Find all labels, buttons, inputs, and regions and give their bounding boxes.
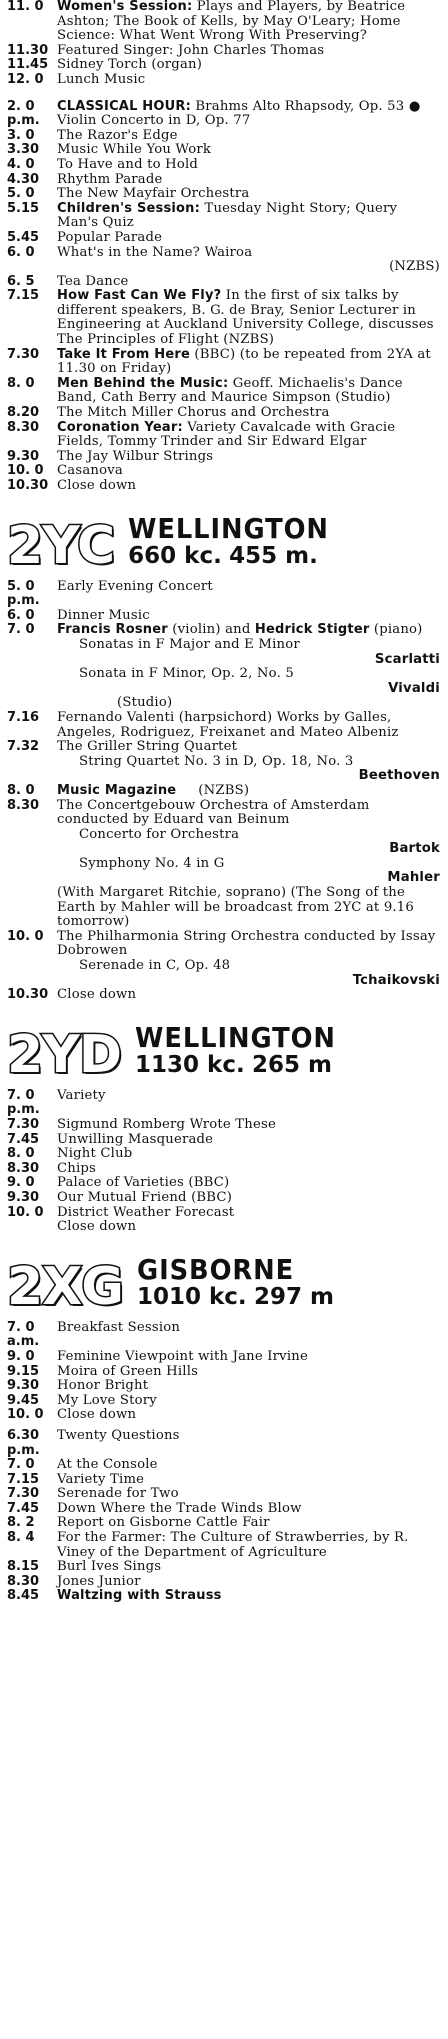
program-time: 8.30	[7, 797, 40, 813]
program-title: Waltzing with Strauss	[57, 1588, 222, 1604]
program-time: 7.30	[7, 1486, 40, 1502]
program-title: Music Magazine	[57, 782, 177, 798]
program-entry	[7, 246, 440, 275]
program-time: 7. 0	[7, 1457, 35, 1473]
program-time: 8.15	[7, 1559, 40, 1575]
program-time: 4.30	[7, 171, 40, 187]
program-entry	[7, 1350, 440, 1365]
program-text: Close down	[57, 987, 137, 1003]
section-2yc	[7, 580, 440, 1003]
program-title: Children's Session:	[57, 200, 201, 216]
program-text: Casanova	[57, 463, 123, 479]
program-text: At the Console	[57, 1457, 158, 1473]
program-entry	[7, 58, 440, 73]
program-time: 5. 0	[7, 186, 35, 202]
program-time: 7. 0 a.m.	[7, 1319, 40, 1350]
program-entry	[7, 1365, 440, 1380]
section-afternoon	[7, 100, 440, 494]
program-time: 10. 0	[7, 463, 44, 479]
program-time: 9.30	[7, 1378, 40, 1394]
program-time: 8. 0	[7, 375, 35, 391]
program-time: 6. 5	[7, 273, 35, 289]
program-time: 7.30	[7, 346, 40, 362]
program-time: 7.30	[7, 1117, 40, 1132]
program-time: 7.32	[7, 739, 40, 755]
station-header-2yc	[7, 506, 440, 576]
program-entry	[7, 1162, 440, 1177]
program-time: 10. 0	[7, 1204, 44, 1220]
program-text: Feminine Viewpoint with Jane Irvine	[57, 1348, 308, 1364]
program-text: The Razor's Edge	[57, 127, 178, 143]
program-time: 8.45	[7, 1588, 40, 1604]
program-text: Fernando Valenti (harpsichord) Works by Galles, Angeles, Rodriguez, Freixanet and Mateo Albeniz	[57, 709, 399, 740]
program-text: Sigmund Romberg Wrote These	[57, 1117, 276, 1132]
station-wavelength: 455 m.	[229, 542, 318, 569]
program-time: 7. 0	[7, 622, 35, 638]
program-source: (NZBS)	[389, 259, 440, 275]
program-text: Serenade for Two	[57, 1486, 179, 1502]
program-text: The Jay Wilbur Strings	[57, 448, 214, 464]
program-text: To Have and to Hold	[57, 156, 199, 172]
program-time: 10.30	[7, 987, 49, 1003]
program-time: 9.15	[7, 1363, 40, 1379]
program-work: Symphony No. 4 in G	[79, 855, 225, 871]
program-text: Sidney Torch (organ)	[57, 57, 203, 73]
station-frequency: 660 kc.	[128, 542, 222, 569]
program-entry	[7, 1394, 440, 1409]
program-text: Geoff. Michaelis's Dance Band, Cath Berry and Maurice Simpson (Studio)	[57, 375, 403, 406]
program-entry	[7, 1560, 440, 1575]
station-callsign: 2YD	[7, 1024, 121, 1085]
station-callsign: 2XG	[7, 1256, 123, 1317]
program-entry	[7, 1118, 440, 1133]
program-entry	[7, 1458, 440, 1473]
program-text-2: (piano)	[373, 622, 423, 638]
program-entry	[7, 580, 440, 609]
program-entry	[7, 1379, 440, 1394]
program-entry	[7, 421, 440, 450]
station-header-2yd	[7, 1015, 440, 1085]
program-text: Moira of Green Hills	[57, 1363, 199, 1379]
program-text: Rhythm Parade	[57, 171, 163, 187]
program-time: 5.15	[7, 200, 40, 216]
program-text: Variety Cavalcade with Gracie Fields, Tommy Trinder and Sir Edward Elgar	[57, 419, 396, 450]
program-composer: Scarlatti	[374, 651, 440, 667]
program-time: 8.30	[7, 1573, 40, 1589]
program-entry	[7, 73, 440, 88]
program-text: The Griller String Quartet	[57, 739, 238, 755]
program-work: String Quartet No. 3 in D, Op. 18, No. 3	[79, 753, 354, 769]
program-entry	[7, 711, 440, 740]
program-entry	[7, 784, 440, 799]
program-time: 10.30	[7, 478, 49, 493]
program-time: 7.15	[7, 1471, 40, 1487]
program-title: Coronation Year:	[57, 419, 183, 435]
program-text: The Concertgebouw Orchestra of Amsterdam conducted by Eduard van Beinum	[57, 797, 370, 828]
program-entry	[7, 129, 440, 144]
program-entry	[7, 1321, 440, 1350]
program-entry	[7, 479, 440, 494]
program-entry	[7, 740, 440, 784]
program-text: My Love Story	[57, 1392, 157, 1408]
program-entry	[7, 1429, 440, 1458]
program-entry	[7, 799, 440, 930]
program-time: 6.30 p.m.	[7, 1427, 40, 1458]
station-frequency: 1130 kc.	[135, 1051, 245, 1078]
program-title: Women's Session:	[57, 0, 193, 14]
station-city: WELLINGTON	[135, 1020, 336, 1054]
program-time: 8.20	[7, 405, 40, 421]
program-entry	[7, 1531, 440, 1560]
program-note: (Studio)	[117, 695, 173, 711]
program-work: Sonata in F Minor, Op. 2, No. 5	[79, 666, 294, 682]
program-text: Close down	[57, 478, 137, 493]
program-entry	[7, 1133, 440, 1148]
program-entry	[7, 275, 440, 290]
program-text: Variety	[57, 1087, 106, 1103]
program-entry	[7, 1589, 440, 1604]
program-title-2: Hedrick Stigter	[254, 622, 370, 638]
program-text: Breakfast Session	[57, 1319, 181, 1335]
program-text: For the Farmer: The Culture of Strawberries, by R. Viney of the Department of Agriculture	[57, 1530, 409, 1560]
program-entry	[7, 988, 440, 1003]
program-entry	[7, 1191, 440, 1206]
program-text: The Mitch Miller Chorus and Orchestra	[57, 405, 330, 421]
program-work: Serenade in C, Op. 48	[79, 958, 231, 974]
program-time: 4. 0	[7, 156, 35, 172]
program-text: The Philharmonia String Orchestra conducted by Issay Dobrowen	[57, 928, 436, 959]
program-composer: Tchaikovski	[352, 972, 440, 988]
program-entry	[7, 100, 440, 129]
program-time: 8.30	[7, 1160, 40, 1176]
program-text: Unwilling Masquerade	[57, 1131, 214, 1147]
station-frequency: 1010 kc.	[136, 1283, 247, 1310]
program-time: 8. 2	[7, 1515, 35, 1531]
program-entry	[7, 1206, 440, 1235]
program-time: 9. 0	[7, 1348, 35, 1364]
program-entry	[7, 1176, 440, 1191]
program-composer: Vivaldi	[388, 680, 440, 696]
program-entry	[7, 0, 440, 44]
program-text: Plays and Players, by Beatrice Ashton; The Book of Kells, by May O'Leary; Home Science: What Went Wrong With Preserving?	[57, 0, 406, 44]
program-time: 12. 0	[7, 71, 44, 87]
program-time: 3. 0	[7, 127, 35, 143]
program-entry	[7, 450, 440, 465]
program-text: Music While You Work	[57, 142, 212, 158]
program-text: Brahms Alto Rhapsody, Op. 53 ● Violin Concerto in D, Op. 77	[57, 98, 421, 129]
program-work: Concerto for Orchestra	[79, 826, 240, 842]
program-text: Tuesday Night Story; Query Man's Quiz	[57, 200, 398, 231]
program-text: Honor Bright	[57, 1378, 149, 1394]
station-city: WELLINGTON	[128, 511, 330, 545]
program-text: Jones Junior	[57, 1573, 141, 1589]
program-text: Close down	[57, 1407, 137, 1423]
program-time: 3.30	[7, 142, 40, 158]
program-entry	[7, 377, 440, 406]
station-wavelength: 265 m	[252, 1051, 332, 1078]
program-text: Palace of Varieties (BBC)	[57, 1175, 230, 1191]
program-entry	[7, 187, 440, 202]
program-entry	[7, 1147, 440, 1162]
program-time: 7.16	[7, 709, 40, 725]
section-2yd	[7, 1089, 440, 1235]
program-time: 11. 0	[7, 0, 44, 14]
program-text: Burl Ives Sings	[57, 1559, 162, 1575]
program-time: 7.45	[7, 1500, 40, 1516]
station-city: GISBORNE	[136, 1252, 295, 1286]
program-note: (With Margaret Ritchie, soprano) (The Song of the Earth by Mahler will be broadcast from 2YC at 9.16 tomorrow)	[57, 885, 414, 930]
program-title: CLASSICAL HOUR:	[57, 98, 191, 114]
program-text: Featured Singer: John Charles Thomas	[57, 42, 325, 58]
program-entry	[7, 464, 440, 479]
program-entry	[7, 348, 440, 377]
program-composer: Bartok	[389, 841, 440, 857]
program-time: 5. 0 p.m.	[7, 578, 40, 609]
program-entry	[7, 289, 440, 347]
program-work: Sonatas in F Major and E Minor	[79, 636, 300, 652]
program-text: Down Where the Trade Winds Blow	[57, 1500, 302, 1516]
program-text: What's in the Name? Wairoa	[57, 244, 253, 260]
program-text: (violin) and	[172, 622, 251, 638]
program-time: 10. 0	[7, 1407, 44, 1423]
program-time: 8. 0	[7, 782, 35, 798]
program-time: 10. 0	[7, 928, 44, 944]
program-composer: Beethoven	[358, 768, 440, 784]
program-entry	[7, 1502, 440, 1517]
station-wavelength: 297 m	[253, 1283, 334, 1310]
program-entry	[7, 44, 440, 59]
program-note: Close down	[57, 1219, 137, 1235]
program-entry	[7, 609, 440, 624]
program-text: Twenty Questions	[57, 1427, 180, 1443]
program-time: 9.45	[7, 1392, 40, 1408]
program-time: 11.45	[7, 57, 49, 73]
program-time: 5.45	[7, 229, 40, 245]
section-2xg-evening	[7, 1429, 440, 1604]
program-entry	[7, 1575, 440, 1590]
program-text: The New Mayfair Orchestra	[57, 186, 250, 202]
program-entry	[7, 1408, 440, 1423]
section-intro	[7, 0, 440, 88]
program-entry	[7, 158, 440, 173]
program-time: 8.30	[7, 419, 40, 435]
station-header-2xg	[7, 1247, 440, 1317]
program-time: 9.30	[7, 448, 40, 464]
program-entry	[7, 173, 440, 188]
program-time: 11.30	[7, 42, 49, 58]
station-callsign: 2YC	[7, 515, 115, 576]
program-entry	[7, 202, 440, 231]
program-time: 2. 0 p.m.	[7, 98, 40, 129]
program-text: (BBC) (to be repeated from 2YA at 11.30 on Friday)	[57, 346, 431, 377]
program-text: Chips	[57, 1160, 97, 1176]
program-title: How Fast Can We Fly?	[57, 288, 222, 304]
program-title: Francis Rosner	[57, 622, 168, 638]
program-text: Early Evening Concert	[57, 578, 213, 594]
program-text: In the first of six talks by different speakers, B. G. de Bray, Senior Lecturer in Engineering at Auckland University College, discusses The Principles of Flight (NZBS)	[57, 288, 434, 348]
program-text: Report on Gisborne Cattle Fair	[57, 1515, 270, 1531]
program-time: 9. 0	[7, 1175, 35, 1191]
program-text: Lunch Music	[57, 71, 146, 87]
program-entry	[7, 406, 440, 421]
program-title: Take It From Here	[57, 346, 190, 362]
program-text: Dinner Music	[57, 607, 150, 623]
program-text: Our Mutual Friend (BBC)	[57, 1189, 233, 1205]
program-entry	[7, 1516, 440, 1531]
program-entry	[7, 1487, 440, 1502]
program-time: 6. 0	[7, 607, 35, 623]
program-text: Tea Dance	[57, 273, 129, 289]
program-entry	[7, 623, 440, 711]
program-time: 6. 0	[7, 244, 35, 260]
program-time: 8. 4	[7, 1530, 35, 1546]
program-entry	[7, 1473, 440, 1488]
program-time: 7.45	[7, 1131, 40, 1147]
program-entry	[7, 930, 440, 988]
program-title: Men Behind the Music:	[57, 375, 229, 391]
program-time: 9.30	[7, 1189, 40, 1205]
program-time: 7.15	[7, 288, 40, 304]
program-time: 7. 0 p.m.	[7, 1087, 40, 1118]
program-composer: Mahler	[387, 870, 440, 886]
section-2xg-morning	[7, 1321, 440, 1423]
program-entry	[7, 231, 440, 246]
program-time: 8. 0	[7, 1146, 35, 1162]
program-entry	[7, 1089, 440, 1118]
program-text: Night Club	[57, 1146, 133, 1162]
program-entry	[7, 143, 440, 158]
program-text: (NZBS)	[198, 782, 250, 798]
program-text: Popular Parade	[57, 229, 163, 245]
program-text: District Weather Forecast	[57, 1204, 235, 1220]
program-text: Variety Time	[57, 1471, 145, 1487]
